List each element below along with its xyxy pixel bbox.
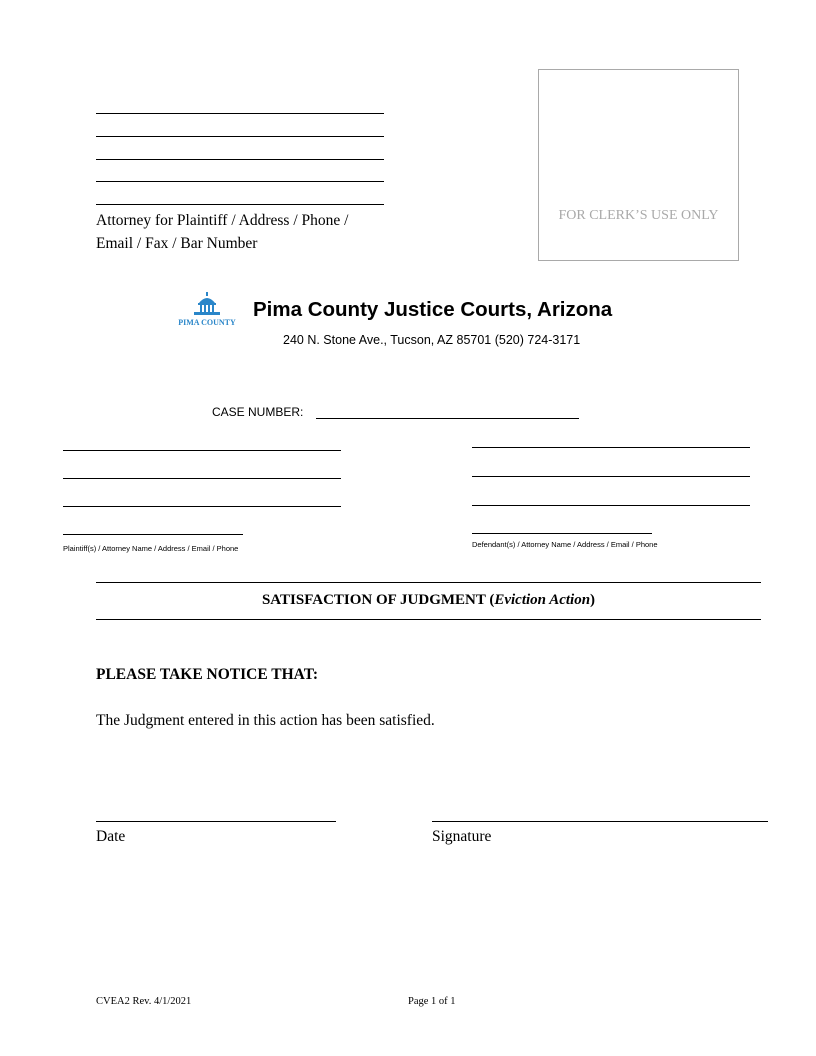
- form-title: [96, 592, 761, 609]
- attorney-line-5[interactable]: [96, 204, 384, 205]
- case-number-label: CASE NUMBER:: [212, 405, 304, 419]
- form-title-italic: Eviction Action: [494, 592, 591, 608]
- courthouse-icon: [174, 292, 240, 328]
- attorney-label: [96, 209, 396, 255]
- attorney-line-3[interactable]: [96, 159, 384, 160]
- defendant-line-4[interactable]: [472, 533, 652, 534]
- form-title-close: ): [590, 592, 596, 608]
- court-title: Pima County Justice Courts, Arizona: [253, 298, 613, 321]
- attorney-line-4[interactable]: [96, 181, 384, 182]
- plaintiff-line-4[interactable]: [63, 534, 243, 535]
- page-number: Page 1 of 1: [408, 996, 456, 1007]
- court-address: 240 N. Stone Ave., Tucson, AZ 85701 (520) 724-3171: [283, 333, 581, 347]
- form-id: CVEA2 Rev. 4/1/2021: [96, 996, 192, 1007]
- body-text: The Judgment entered in this action has been satisfied.: [96, 712, 435, 729]
- clerk-use-box: [538, 69, 739, 261]
- title-rule-bottom: [96, 619, 761, 620]
- form-title-main: SATISFACTION OF JUDGMENT (: [261, 592, 495, 608]
- attorney-line-2[interactable]: [96, 136, 384, 137]
- defendant-label: Defendant(s) / Attorney Name / Address / Email / Phone: [472, 540, 658, 549]
- clerk-use-label: FOR CLERK’S USE ONLY: [558, 208, 719, 223]
- date-label: Date: [96, 828, 126, 845]
- logo-text: PIMA COUNTY: [178, 318, 236, 327]
- pima-county-logo: [174, 292, 240, 328]
- attorney-line-1[interactable]: [96, 113, 384, 114]
- title-rule-top: [96, 582, 761, 583]
- plaintiff-label: Plaintiff(s) / Attorney Name / Address / Email / Phone: [63, 544, 239, 553]
- attorney-label-line-2: Email / Fax / Bar Number: [96, 235, 258, 252]
- case-number-field[interactable]: [316, 418, 579, 419]
- defendant-line-2[interactable]: [472, 476, 750, 477]
- plaintiff-line-1[interactable]: [63, 450, 341, 451]
- signature-line[interactable]: [432, 821, 768, 822]
- notice-heading: PLEASE TAKE NOTICE THAT:: [96, 666, 319, 683]
- plaintiff-line-2[interactable]: [63, 478, 341, 479]
- date-line[interactable]: [96, 821, 336, 822]
- attorney-label-line-1: Attorney for Plaintiff / Address / Phone /: [96, 212, 349, 229]
- defendant-line-3[interactable]: [472, 505, 750, 506]
- defendant-line-1[interactable]: [472, 447, 750, 448]
- signature-label: Signature: [432, 828, 492, 845]
- plaintiff-line-3[interactable]: [63, 506, 341, 507]
